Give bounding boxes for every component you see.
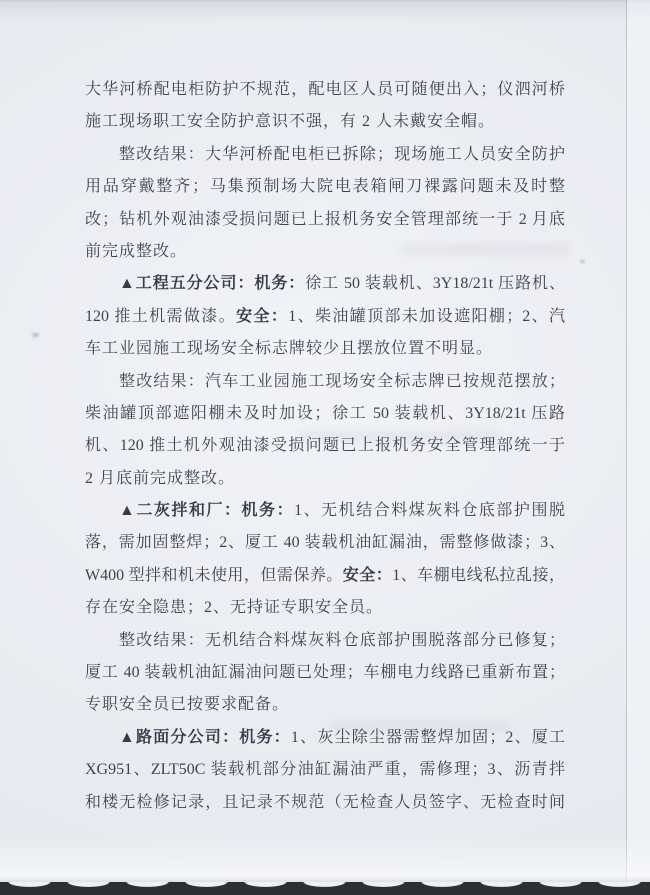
scan-speck [580, 260, 585, 263]
text-run: 专职安全员已按要求配备。 [85, 696, 290, 714]
text-line [85, 333, 565, 365]
text-line [85, 592, 565, 624]
bold-text-run: 安全： [236, 307, 289, 325]
text-line [85, 560, 565, 592]
text-run: 和楼无检修记录，且记录不规范（无检查人员签字、无检查时间 [85, 793, 565, 811]
text-line [85, 463, 565, 495]
text-line [85, 689, 565, 721]
text-line [85, 236, 565, 268]
paper-right-edge [626, 0, 627, 882]
text-run: 机、120 推土机外观油漆受损问题已上报机务安全管理部统一于 [85, 437, 565, 455]
bold-text-run: ▲工程五分公司：机务： [119, 275, 306, 293]
bold-text-run: ▲二灰拌和厂：机务： [119, 502, 295, 520]
text-line [85, 106, 565, 138]
text-line [85, 625, 565, 657]
text-run: 大华河桥配电柜防护不规范，配电区人员可随便出入；仪泗河桥 [85, 81, 565, 98]
text-run: 存在安全隐患；2、无持证专职安全员。 [85, 599, 384, 617]
text-run: 1、车棚电线私拉乱接， [392, 566, 565, 584]
text-run: 前完成整改。 [85, 242, 188, 260]
text-line [85, 74, 565, 106]
text-line [85, 787, 565, 819]
text-run: 120 推土机需做漆。 [85, 307, 237, 325]
scan-speck [32, 333, 39, 337]
text-line [85, 301, 565, 333]
text-line [85, 495, 565, 527]
text-run: 1、柴油罐顶部未加设遮阳棚；2、汽 [288, 307, 565, 325]
document-text [85, 74, 565, 819]
text-run: 1、无机结合料煤灰料仓底部护围脱 [294, 502, 565, 520]
text-line [85, 722, 565, 754]
text-run: 徐工 50 装载机、3Y18/21t 压路机、 [305, 275, 565, 293]
text-run: 厦工 40 装载机油缸漏油问题已处理；车棚电力线路已重新布置； [85, 664, 565, 682]
text-run: 整改结果：大华河桥配电柜已拆除；现场施工人员安全防护 [119, 145, 565, 163]
text-run: 柴油罐顶部遮阳棚未及时加设；徐工 50 装载机、3Y18/21t 压路 [85, 404, 565, 422]
bold-text-run: 安全： [342, 566, 393, 584]
scan-right-margin [627, 0, 650, 882]
text-line [85, 527, 565, 559]
text-run: 车工业园施工现场安全标志牌较少且摆放位置不明显。 [85, 340, 494, 358]
text-run: 1、灰尘除尘器需整焊加固；2、厦工 [290, 728, 565, 746]
text-run: W400 型拌和机未使用，但需保养。 [85, 566, 343, 584]
text-run: XG951、ZLT50C 装载机部分油缸漏油严重，需修理；3、沥青拌 [85, 761, 565, 779]
text-run: 整改结果：无机结合料煤灰料仓底部护围脱落部分已修复； [119, 631, 565, 649]
text-line [85, 204, 565, 236]
text-run: 施工现场职工安全防护意识不强，有 2 人未戴安全帽。 [85, 113, 496, 131]
bold-text-run: ▲路面分公司：机务： [119, 728, 291, 746]
scan-top-edge [0, 0, 650, 2]
text-run: 落，需加固整焊；2、厦工 40 装载机油缸漏油，需整修做漆；3、 [85, 534, 565, 552]
text-line [85, 268, 565, 300]
text-line [85, 754, 565, 786]
text-run: 用品穿戴整齐；马集预制场大院电表箱闸刀裸露问题未及时整 [85, 178, 565, 196]
scan-bottom-edge [0, 882, 650, 895]
scan-top-shadow [0, 0, 650, 22]
text-line [85, 398, 565, 430]
text-line [85, 657, 565, 689]
text-run: 2 月底前完成整改。 [85, 469, 236, 487]
text-line [85, 430, 565, 462]
text-line [85, 171, 565, 203]
text-run: 改；钻机外观油漆受损问题已上报机务安全管理部统一于 2 月底 [85, 210, 565, 228]
text-run: 整改结果：汽车工业园施工现场安全标志牌已按规范摆放； [119, 372, 565, 390]
text-line [85, 139, 565, 171]
text-line [85, 366, 565, 398]
